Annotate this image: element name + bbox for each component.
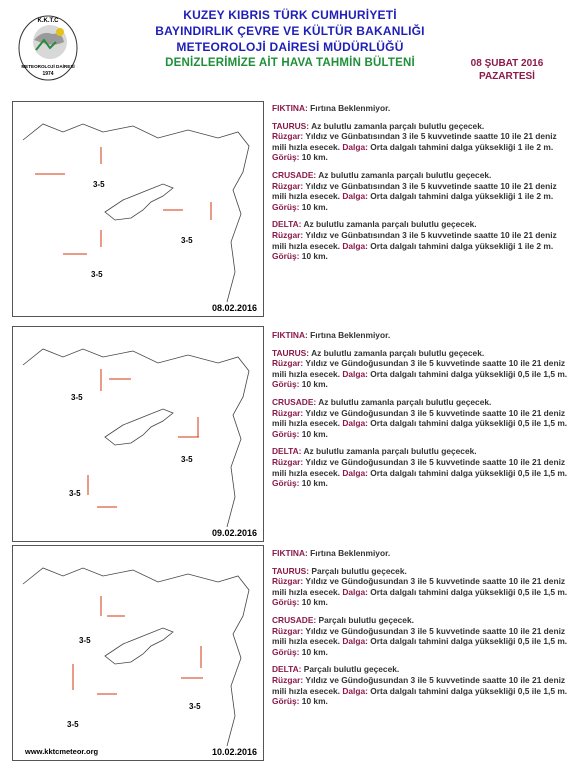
bulletin-day: PAZARTESİ bbox=[479, 71, 535, 82]
sector-label: TAURUS: bbox=[272, 565, 310, 576]
visibility-label: Görüş: bbox=[272, 201, 300, 212]
sector-label: CRUSADE: bbox=[272, 396, 317, 407]
wave-label: Dalga: bbox=[342, 240, 368, 251]
wave-text: Orta dalgalı tahmini dalga yüksekliği 1 ile 2 m. bbox=[370, 191, 554, 202]
fiktina-text: Fırtına Beklenmiyor. bbox=[310, 103, 391, 113]
wave-height-label: 3-5 bbox=[91, 270, 103, 279]
bulletin-date: 08 ŞUBAT 2016 bbox=[470, 58, 544, 69]
sector-crusade bbox=[272, 170, 568, 212]
wind-text: Yıldız ve Gündoğusundan 3 ile 5 kuvvetinde saatte 10 ile 21 deniz mili hızla esecek. bbox=[272, 407, 566, 429]
visibility-label: Görüş: bbox=[272, 428, 300, 439]
wave-label: Dalga: bbox=[342, 586, 368, 597]
visibility-text: 10 km. bbox=[301, 696, 328, 707]
sky-text: Parçalı bulutlu geçecek. bbox=[303, 664, 400, 675]
wave-text: Orta dalgalı tahmini dalga yüksekliği 0,5 ile 1,5 m. bbox=[370, 467, 568, 478]
visibility-label: Görüş: bbox=[272, 379, 300, 390]
visibility-text: 10 km. bbox=[301, 646, 328, 657]
wind-label: Rüzgar: bbox=[272, 674, 304, 685]
sky-text: Az bulutlu zamanla parçalı bulutlu geçecek. bbox=[303, 446, 477, 457]
visibility-text: 10 km. bbox=[301, 428, 328, 439]
fiktina-line bbox=[272, 548, 568, 559]
panel-date: 08.02.2016 bbox=[211, 303, 257, 313]
wind-text: Yıldız ve Gündoğusundan 3 ile 5 kuvvetinde saatte 10 ile 21 deniz mili hızla esecek. bbox=[272, 456, 566, 478]
forecast-map bbox=[13, 546, 263, 760]
wind-label: Rüzgar: bbox=[272, 229, 304, 240]
wind-label: Rüzgar: bbox=[272, 180, 304, 191]
visibility-label: Görüş: bbox=[272, 251, 300, 262]
sector-label: DELTA: bbox=[272, 664, 302, 675]
wave-height-label: 3-5 bbox=[189, 702, 201, 711]
wave-text: Orta dalgalı tahmini dalga yüksekliği 0,5 ile 1,5 m. bbox=[370, 685, 568, 696]
sector-label: TAURUS: bbox=[272, 120, 310, 131]
wave-text: Orta dalgalı tahmini dalga yüksekliği 1 ile 2 m. bbox=[370, 141, 554, 152]
wind-label: Rüzgar: bbox=[272, 576, 304, 587]
logo-bottom-text: METEOROLOJİ DAİRESİ bbox=[21, 64, 75, 69]
fiktina-line bbox=[272, 330, 568, 341]
wave-height-label: 3-5 bbox=[67, 720, 79, 729]
header-line-2: BAYINDIRLIK ÇEVRE VE KÜLTÜR BAKANLIĞI bbox=[155, 24, 425, 38]
wind-label: Rüzgar: bbox=[272, 358, 304, 369]
fiktina-label: FIKTINA: bbox=[272, 330, 308, 340]
wave-label: Dalga: bbox=[342, 685, 368, 696]
wave-height-label: 3-5 bbox=[69, 489, 81, 498]
panel-date: 10.02.2016 bbox=[211, 747, 257, 757]
sky-text: Parçalı bulutlu geçecek. bbox=[318, 614, 414, 625]
forecast-text-2 bbox=[272, 330, 568, 496]
wind-text: Yıldız ve Günbatısından 3 ile 5 kuvvetinde saatte 10 ile 21 deniz mili hızla esecek. bbox=[272, 180, 557, 202]
wave-height-label: 3-5 bbox=[181, 236, 193, 245]
wave-label: Dalga: bbox=[342, 191, 368, 202]
wind-text: Yıldız ve Gündoğusundan 3 ile 5 kuvvetinde saatte 10 ile 21 deniz mili hızla esecek. bbox=[272, 576, 566, 597]
visibility-text: 10 km. bbox=[301, 152, 328, 163]
sector-label: DELTA: bbox=[272, 446, 302, 457]
wind-label: Rüzgar: bbox=[272, 407, 304, 418]
wind-text: Yıldız ve Gündoğusundan 3 ile 5 kuvvetinde saatte 10 ile 21 deniz mili hızla esecek. bbox=[272, 625, 566, 647]
visibility-label: Görüş: bbox=[272, 696, 300, 707]
wave-text: Orta dalgalı tahmini dalga yüksekliği 0,5 ile 1,5 m. bbox=[370, 586, 568, 597]
fiktina-label: FIKTINA: bbox=[272, 103, 308, 113]
wave-text: Orta dalgalı tahmini dalga yüksekliği 0,5 ile 1,5 m. bbox=[370, 418, 568, 429]
forecast-text-1 bbox=[272, 103, 568, 269]
wave-height-label: 3-5 bbox=[79, 636, 91, 645]
sector-taurus bbox=[272, 566, 568, 608]
logo-year: 1974 bbox=[42, 71, 54, 77]
sky-text: Az bulutlu zamanla parçalı bulutlu geçecek. bbox=[318, 396, 492, 407]
bulletin-header bbox=[0, 0, 576, 95]
fiktina-label: FIKTINA: bbox=[272, 548, 308, 558]
wave-label: Dalga: bbox=[342, 418, 368, 429]
sector-label: CRUSADE: bbox=[272, 169, 317, 180]
wind-label: Rüzgar: bbox=[272, 456, 304, 467]
cyprus-outline bbox=[105, 409, 173, 445]
wave-text: Orta dalgalı tahmini dalga yüksekliği 0,5 ile 1,5 m. bbox=[370, 636, 568, 647]
wave-text: Orta dalgalı tahmini dalga yüksekliği 0,5 ile 1,5 m. bbox=[370, 368, 568, 379]
visibility-label: Görüş: bbox=[272, 478, 300, 489]
visibility-label: Görüş: bbox=[272, 646, 300, 657]
fiktina-line bbox=[272, 103, 568, 114]
sector-label: TAURUS: bbox=[272, 347, 310, 358]
wave-text: Orta dalgalı tahmini dalga yüksekliği 1 ile 2 m. bbox=[370, 240, 554, 251]
wind-label: Rüzgar: bbox=[272, 131, 304, 142]
meteorology-logo bbox=[16, 10, 80, 84]
sector-label: CRUSADE: bbox=[272, 614, 317, 625]
sector-delta bbox=[272, 219, 568, 261]
visibility-label: Görüş: bbox=[272, 597, 300, 608]
forecast-panel-1 bbox=[12, 101, 264, 317]
bulletin-title: DENİZLERİMİZE AİT HAVA TAHMİN BÜLTENİ bbox=[165, 57, 415, 69]
website-link[interactable]: www.kktcmeteor.org bbox=[25, 747, 99, 756]
fiktina-text: Fırtına Beklenmiyor. bbox=[310, 548, 391, 558]
visibility-text: 10 km. bbox=[301, 201, 328, 212]
forecast-panel-2 bbox=[12, 326, 264, 542]
sector-crusade bbox=[272, 615, 568, 657]
wind-text: Yıldız ve Gündoğusundan 3 ile 5 kuvvetinde saatte 10 ile 21 deniz mili hızla esecek. bbox=[272, 358, 566, 379]
visibility-text: 10 km. bbox=[301, 478, 328, 489]
logo-top-text: K.K.T.C bbox=[37, 18, 59, 24]
forecast-map bbox=[13, 327, 263, 541]
cyprus-outline bbox=[105, 184, 173, 220]
wind-arrows bbox=[88, 369, 199, 507]
wave-height-label: 3-5 bbox=[181, 455, 193, 464]
visibility-label: Görüş: bbox=[272, 152, 300, 163]
sector-delta bbox=[272, 446, 568, 488]
visibility-text: 10 km. bbox=[301, 251, 328, 262]
wind-text: Yıldız ve Gündoğusundan 3 ile 5 kuvvetinde saatte 10 ile 21 deniz mili hızla esecek. bbox=[272, 674, 566, 696]
sky-text: Parçalı bulutlu geçecek. bbox=[311, 565, 407, 576]
wave-label: Dalga: bbox=[342, 636, 368, 647]
bulletin-date-box bbox=[442, 57, 572, 83]
wind-text: Yıldız ve Günbatısından 3 ile 5 kuvvetinde saatte 10 ile 21 deniz mili hızla esecek. bbox=[272, 131, 557, 152]
sector-crusade bbox=[272, 397, 568, 439]
header-line-3: METEOROLOJİ DAİRESİ MÜDÜRLÜĞÜ bbox=[176, 40, 404, 54]
cyprus-outline bbox=[105, 628, 173, 664]
sector-label: DELTA: bbox=[272, 219, 302, 230]
wave-label: Dalga: bbox=[342, 467, 368, 478]
wind-text: Yıldız ve Günbatısından 3 ile 5 kuvvetinde saatte 10 ile 21 deniz mili hızla esecek. bbox=[272, 229, 557, 251]
visibility-text: 10 km. bbox=[301, 597, 328, 608]
forecast-map bbox=[13, 102, 263, 316]
forecast-panel-3 bbox=[12, 545, 264, 761]
wave-height-label: 3-5 bbox=[71, 393, 83, 402]
sector-taurus bbox=[272, 348, 568, 390]
sky-text: Az bulutlu zamanla parçalı bulutlu geçecek. bbox=[311, 120, 485, 131]
sector-taurus bbox=[272, 121, 568, 163]
panel-date: 09.02.2016 bbox=[211, 528, 257, 538]
header-line-1: KUZEY KIBRIS TÜRK CUMHURİYETİ bbox=[183, 8, 397, 22]
wave-label: Dalga: bbox=[342, 141, 368, 152]
fiktina-text: Fırtına Beklenmiyor. bbox=[310, 330, 391, 340]
wind-label: Rüzgar: bbox=[272, 625, 304, 636]
sky-text: Az bulutlu zamanla parçalı bulutlu geçecek. bbox=[318, 169, 492, 180]
visibility-text: 10 km. bbox=[301, 379, 328, 390]
sky-text: Az bulutlu zamanla parçalı bulutlu geçecek. bbox=[303, 219, 477, 230]
sky-text: Az bulutlu zamanla parçalı bulutlu geçecek. bbox=[311, 347, 485, 358]
forecast-text-3 bbox=[272, 548, 568, 714]
wave-label: Dalga: bbox=[342, 368, 368, 379]
wave-height-label: 3-5 bbox=[93, 180, 105, 189]
sector-delta bbox=[272, 664, 568, 706]
